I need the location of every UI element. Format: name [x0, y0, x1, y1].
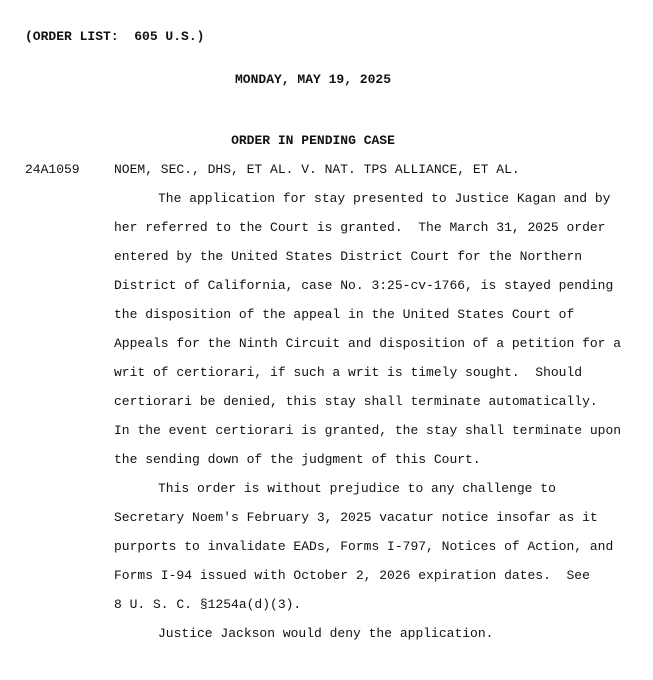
paragraph-1-line: District of California, case No. 3:25-cv-1766, is stayed pending — [114, 278, 614, 293]
paragraph-1-line: In the event certiorari is granted, the stay shall terminate upon — [114, 423, 622, 438]
paragraph-1-line: The application for stay presented to Justice Kagan and by — [158, 191, 611, 206]
paragraph-1-line: the sending down of the judgment of this Court. — [114, 452, 481, 467]
paragraph-1-line: her referred to the Court is granted. The March 31, 2025 order — [114, 220, 606, 235]
paragraph-2-line: 8 U. S. C. §1254a(d)(3). — [114, 597, 302, 612]
order-list-label: (ORDER LIST: 605 U.S.) — [25, 29, 205, 44]
paragraph-1-line: entered by the United States District Court for the Northern — [114, 249, 583, 264]
paragraph-1-line: writ of certiorari, if such a writ is timely sought. Should — [114, 365, 583, 380]
paragraph-2-line: purports to invalidate EADs, Forms I-797, Notices of Action, and — [114, 539, 614, 554]
section-heading: ORDER IN PENDING CASE — [231, 133, 395, 148]
paragraph-1-line: certiorari be denied, this stay shall terminate automatically. — [114, 394, 598, 409]
docket-number: 24A1059 — [25, 162, 80, 177]
paragraph-1-line: the disposition of the appeal in the United States Court of — [114, 307, 575, 322]
paragraph-2-line: Secretary Noem's February 3, 2025 vacatur notice insofar as it — [114, 510, 598, 525]
paragraph-2-line: Forms I-94 issued with October 2, 2026 expiration dates. See — [114, 568, 590, 583]
paragraph-2-line: This order is without prejudice to any challenge to — [158, 481, 556, 496]
order-date: MONDAY, MAY 19, 2025 — [234, 72, 392, 87]
case-caption: NOEM, SEC., DHS, ET AL. V. NAT. TPS ALLIANCE, ET AL. — [114, 162, 520, 177]
paragraph-1-line: Appeals for the Ninth Circuit and disposition of a petition for a — [114, 336, 622, 351]
paragraph-3-line: Justice Jackson would deny the application. — [158, 626, 494, 641]
